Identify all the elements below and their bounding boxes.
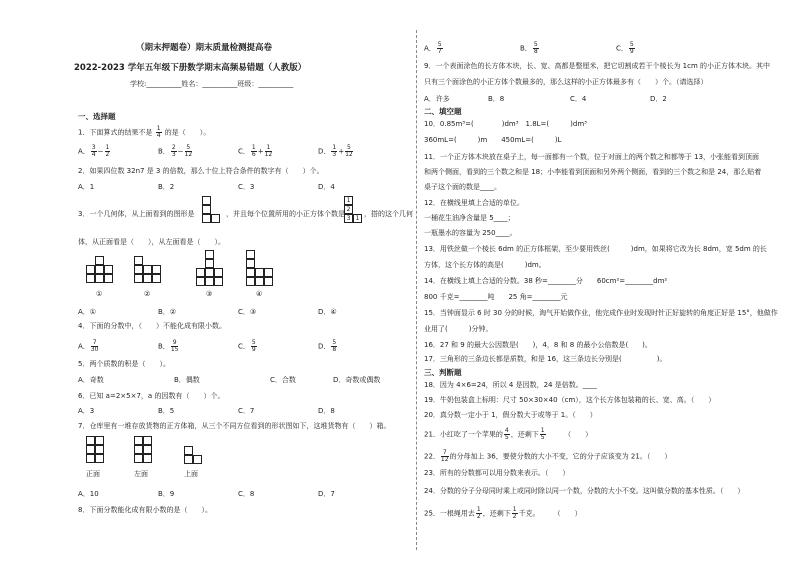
q5-option-a[interactable]: A．奇数 <box>78 376 104 384</box>
q5-option-d[interactable]: D．奇数或偶数 <box>333 376 381 384</box>
question-7: 7．仓库里有一堆存放货物的正方体箱，从三个不同方位看到的形状图如下，这堆货物有（ ）箱。 <box>78 422 391 430</box>
q1-stem: 1．下面算式的结果不是 <box>78 128 153 137</box>
q8-option-c[interactable]: C． $\frac{5}{9}$ <box>616 41 634 55</box>
q1-stem-end: 的是（ ）。 <box>164 128 211 137</box>
q4-option-d[interactable]: D． $\frac{5}{8}$ <box>318 339 337 353</box>
section-heading-fill: 二、填空题 <box>424 107 462 116</box>
question-13: 13．用铁丝做一个棱长 6dm 的正方体框架，至少要用铁丝( )dm，如果将它改为长 8dm，宽 5dm 的长 <box>424 245 767 253</box>
question-2: 2．如果四位数 32n7 是 3 的倍数，那么十位上符合条件的数字有（ ）个。 <box>78 167 324 175</box>
exam-subtitle: 2022-2023 学年五年级下册数学期末高频易错题（人教版） <box>74 63 307 73</box>
q5-option-b[interactable]: B．偶数 <box>174 376 200 384</box>
question-21: 21．小红吃了一个苹果的 $\frac{4}{5}$ ，还剩下 $\frac{1}{5}$ （ ） <box>424 427 593 441</box>
question-14-line2: 800 千克=________吨 25 角=________元 <box>424 293 568 301</box>
q7-option-c[interactable]: C．8 <box>238 490 255 498</box>
question-18: 18．因为 4×6=24，所以 4 是因数，24 是倍数。____ <box>424 381 597 389</box>
q3-stem-mid: ，并且每个位置所用的小正方体个数是 <box>226 210 345 218</box>
question-10: 10．0.85m³=( )dm³ 1.8L=( )dm³ <box>424 120 587 128</box>
q7-option-a[interactable]: A．10 <box>78 490 99 498</box>
q3-stem-line2: 体，从正面看是（ ），从左面看是（ ）。 <box>78 238 225 246</box>
question-12-b: 一瓶墨水的容量为 250____。 <box>424 229 517 237</box>
q3-figure-1-label: ① <box>96 290 103 298</box>
q3-stem-end: ，搭的这个几何 <box>364 210 413 218</box>
question-20: 20．真分数一定小于 1，假分数大于或等于 1。（ ） <box>424 411 597 419</box>
q6-option-b[interactable]: B．5 <box>158 407 175 415</box>
q7-option-d[interactable]: D．7 <box>318 490 335 498</box>
question-13-line2: 方体，这个长方体的高是( )dm。 <box>424 261 546 269</box>
question-24: 24．分数的分子分母同时乘上或同时除以同一个数，分数的大小不变。这叫做分数的基本性质。（ ） <box>424 487 745 495</box>
question-11-line2: 和两个侧面，看到的三个数之和是 18；小李能看到顶面和另外两个侧面，看到的三个数之和是 24，那么贴着 <box>424 168 762 176</box>
q4-option-b[interactable]: B． $\frac{9}{15}$ <box>158 339 179 353</box>
question-12: 12．在横线里填上合适的单位。 <box>424 199 524 207</box>
q9-option-c[interactable]: C．4 <box>570 95 587 103</box>
q7-front-view <box>86 436 106 466</box>
question-4: 4．下面的分数中，（ ）不能化成有限小数。 <box>78 322 226 330</box>
question-25: 25．一根绳用去 $\frac{1}{2}$ ，还剩下 $\frac{1}{2}$ 千克。 （ ） <box>424 506 582 520</box>
q1-option-c[interactable]: C． $\frac{1}{6}$ + $\frac{1}{12}$ <box>238 144 273 158</box>
question-6: 6．已知 a=2×5×7，a 的因数有（ ）个。 <box>78 392 225 400</box>
q1-option-d[interactable]: D． $\frac{1}{3}$ + $\frac{5}{12}$ <box>318 144 353 158</box>
question-22: 22． $\frac{7}{12}$ 的分母加上 36，要使分数的大小不变，它的分子应该变为 21。（ ） <box>424 449 672 463</box>
q7-left-label: 左面 <box>134 470 148 478</box>
q7-option-b[interactable]: B．9 <box>158 490 175 498</box>
question-19: 19．牛奶包装盒上标明：尺寸 50×30×40（cm），这个长方体包装箱的长、宽、高。（ ） <box>424 396 716 404</box>
question-11: 11．一个正方体木块放在桌子上，每一面都有一个数，位于对面上的两个数之和都等于 13，小张能看到顶面 <box>424 153 760 161</box>
q3-option-c[interactable]: C．③ <box>238 308 257 316</box>
q1-option-b[interactable]: B． $\frac{2}{3}$ − $\frac{5}{12}$ <box>158 144 193 158</box>
q3-figure-2 <box>134 256 170 292</box>
question-10-line2: 360mL=( )m 450mL=( )L <box>424 136 562 144</box>
question-17: 17．三角形的三条边长都是质数，和是 16，这三条边长分别是( )。 <box>424 355 667 363</box>
question-5: 5．两个质数的积是（ ）。 <box>78 360 170 368</box>
question-23: 23．所有的分数都可以用分数来表示。（ ） <box>424 469 570 477</box>
q3-figure-1 <box>86 256 122 292</box>
question-12-a: 一桶花生油净含量是 5____； <box>424 214 515 222</box>
q6-option-c[interactable]: C．7 <box>238 407 255 415</box>
q2-option-b[interactable]: B．2 <box>158 183 175 191</box>
q3-option-b[interactable]: B．② <box>158 308 177 316</box>
question-8: 8．下面分数能化成有限小数的是（ ）。 <box>78 506 212 514</box>
section-heading-choice: 一、选择题 <box>78 112 116 121</box>
q4-option-c[interactable]: C． $\frac{5}{9}$ <box>238 339 256 353</box>
question-9-line2: 只有三个面涂色的小正方体个数最多的，那么这样的小正方体最多有（ ）个。（请选择） <box>424 78 708 86</box>
q6-option-d[interactable]: D．8 <box>318 407 335 415</box>
q3-figure-3-label: ③ <box>206 290 213 298</box>
question-15-line2: 业用了( )分钟。 <box>424 325 493 333</box>
q9-option-d[interactable]: D．2 <box>650 95 667 103</box>
q2-option-c[interactable]: C．3 <box>238 183 255 191</box>
column-divider <box>416 30 417 550</box>
question-11-line3: 桌子这个面的数是____。 <box>424 183 501 191</box>
question-1 <box>78 126 210 139</box>
q3-figure-2-label: ② <box>144 290 151 298</box>
q7-front-label: 正面 <box>86 470 100 478</box>
question-14: 14．在横线上填上合适的分数。38 秒=________分 60cm²=________dm² <box>424 277 668 285</box>
q3-figure-4 <box>246 250 282 290</box>
student-info: 学校:__________姓名：__________班级：__________ <box>130 80 294 88</box>
q3-figure-4-label: ④ <box>256 290 263 298</box>
q7-left-view <box>134 436 154 466</box>
section-heading-judge: 三、判断题 <box>424 368 462 377</box>
q8-option-b[interactable]: B． $\frac{5}{8}$ <box>520 41 538 55</box>
q2-option-d[interactable]: D．4 <box>318 183 335 191</box>
q4-option-a[interactable]: A． $\frac{7}{30}$ <box>78 339 99 353</box>
q3-figure-3 <box>196 250 232 290</box>
q5-option-c[interactable]: C．合数 <box>270 376 296 384</box>
left-column: （期末押题卷）期末质量检测提高卷 2022-2023 学年五年级下册数学期末高频易错题（人教版） 学校:__________姓名：__________班级：__________ 一、选择题 1．下面算式的结果不是 $\frac{1}{4}$ 的是（ ）。 A． $\frac{3}{4}$ − $\frac{1}{2}$ B． $\frac{2}{3}$ − $\frac{5}{12}$ C． $\frac{1}{6}$ + $\frac{1}{12}$ D． $\frac{1}{3}$ + $\frac{5}{12}$ 2．如果四位数 32n7 是 3 的倍数，那么十位上符合条件的数字有（ ）个。 A．1 B．2 C．3 D．4 3．一个几何体，从上面看到的图形是 ，并且每个位置所用的小正方体个数是 1 2 3 1 ，搭的这个几何 体，从正面看是（ ），从左面看是（ ）。 ① ② ③ ④ A．① B．② C．③ D．④ 4．下面的分数中，（ ）不能化成有限小数。 A． $\frac{7}{30}$ B． $\frac{9}{15}$ C． $\frac{5}{9}$ D． $\frac{5}{8}$ 5．两个质数的积是（ ）。 A．奇数 B．偶数 C．合数 D．奇数或偶数 6．已知 a=2×5×7，a 的因数有（ ）个。 A．3 B．5 C．7 D．8 7．仓库里有一堆存放货物的正方体箱，从三个不同方位看到的形状图如下，这堆货物有（ ）箱。 正面 左面 上面 A．10 B．9 C．8 D．7 8．下面分数能化成有限小数的是（ ）。 <box>74 43 413 514</box>
question-15: 15．当钟面显示 6 时 30 分的时候，淘气开始做作业，他完成作业时发现时针正好旋转的角度正好是 15°，他做作 <box>424 309 778 317</box>
q3-option-d[interactable]: D．④ <box>318 308 337 316</box>
question-3: 3．一个几何体，从上面看到的图形是 <box>78 210 195 218</box>
q1-option-a[interactable]: A． $\frac{3}{4}$ − $\frac{1}{2}$ <box>78 144 110 158</box>
q2-option-a[interactable]: A．1 <box>78 183 95 191</box>
q1-fraction: $\frac{1}{4}$ <box>156 125 161 139</box>
q7-top-label: 上面 <box>184 470 198 478</box>
q9-option-b[interactable]: B．8 <box>488 95 505 103</box>
exam-title: （期末押题卷）期末质量检测提高卷 <box>136 43 273 53</box>
q8-option-a[interactable]: A． $\frac{5}{7}$ <box>424 41 442 55</box>
question-9: 9．一个表面涂色的长方体木块，长、宽、高都是整厘米，把它切割成若干个棱长为 1cm 的小正方体木块。其中 <box>424 62 771 70</box>
q3-option-a[interactable]: A．① <box>78 308 97 316</box>
q7-top-view <box>184 446 204 466</box>
q6-option-a[interactable]: A．3 <box>78 407 95 415</box>
right-column <box>424 0 778 562</box>
q9-option-a[interactable]: A．许多 <box>424 95 450 103</box>
question-16: 16．27 和 9 的最大公因数是( )，4，8 和 8 的最小公倍数是( )。 <box>424 341 652 349</box>
